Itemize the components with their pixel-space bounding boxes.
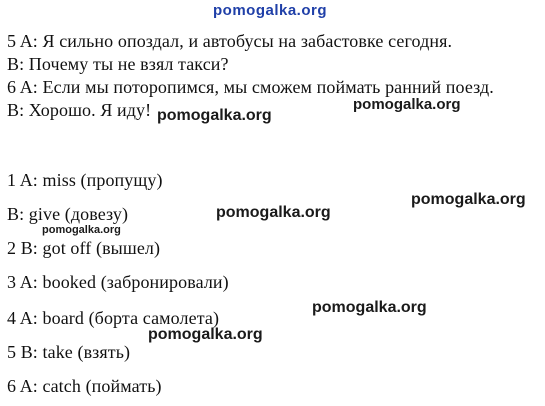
answer-line-2: B: give (довезу) [7, 204, 129, 224]
answer-line-3: 2 B: got off (вышел) [7, 238, 161, 258]
dialogue-line-4: B: Хорошо. Я иду! [7, 100, 152, 120]
dialogue-line-2: B: Почему ты не взял такси? [7, 54, 229, 74]
watermark-top: pomogalka.org [213, 2, 328, 19]
answer-line-7: 6 A: catch (поймать) [7, 376, 162, 396]
dialogue-line-1: 5 A: Я сильно опоздал, и автобусы на забастовке сегодня. [7, 31, 453, 51]
watermark-small: pomogalka.org [42, 224, 121, 236]
watermark: pomogalka.org [353, 96, 461, 113]
answer-line-6: 5 B: take (взять) [7, 342, 131, 362]
dialogue-line-3: 6 A: Если мы поторопимся, мы сможем поймать ранний поезд. [7, 77, 494, 97]
answer-line-1: 1 A: miss (пропущу) [7, 170, 163, 190]
watermark: pomogalka.org [157, 107, 272, 124]
answer-line-5: 4 A: board (борта самолета) [7, 308, 220, 328]
watermark: pomogalka.org [411, 191, 526, 208]
watermark: pomogalka.org [148, 326, 263, 343]
watermark: pomogalka.org [312, 299, 427, 316]
watermark: pomogalka.org [216, 204, 331, 221]
answer-line-4: 3 A: booked (забронировали) [7, 272, 229, 292]
